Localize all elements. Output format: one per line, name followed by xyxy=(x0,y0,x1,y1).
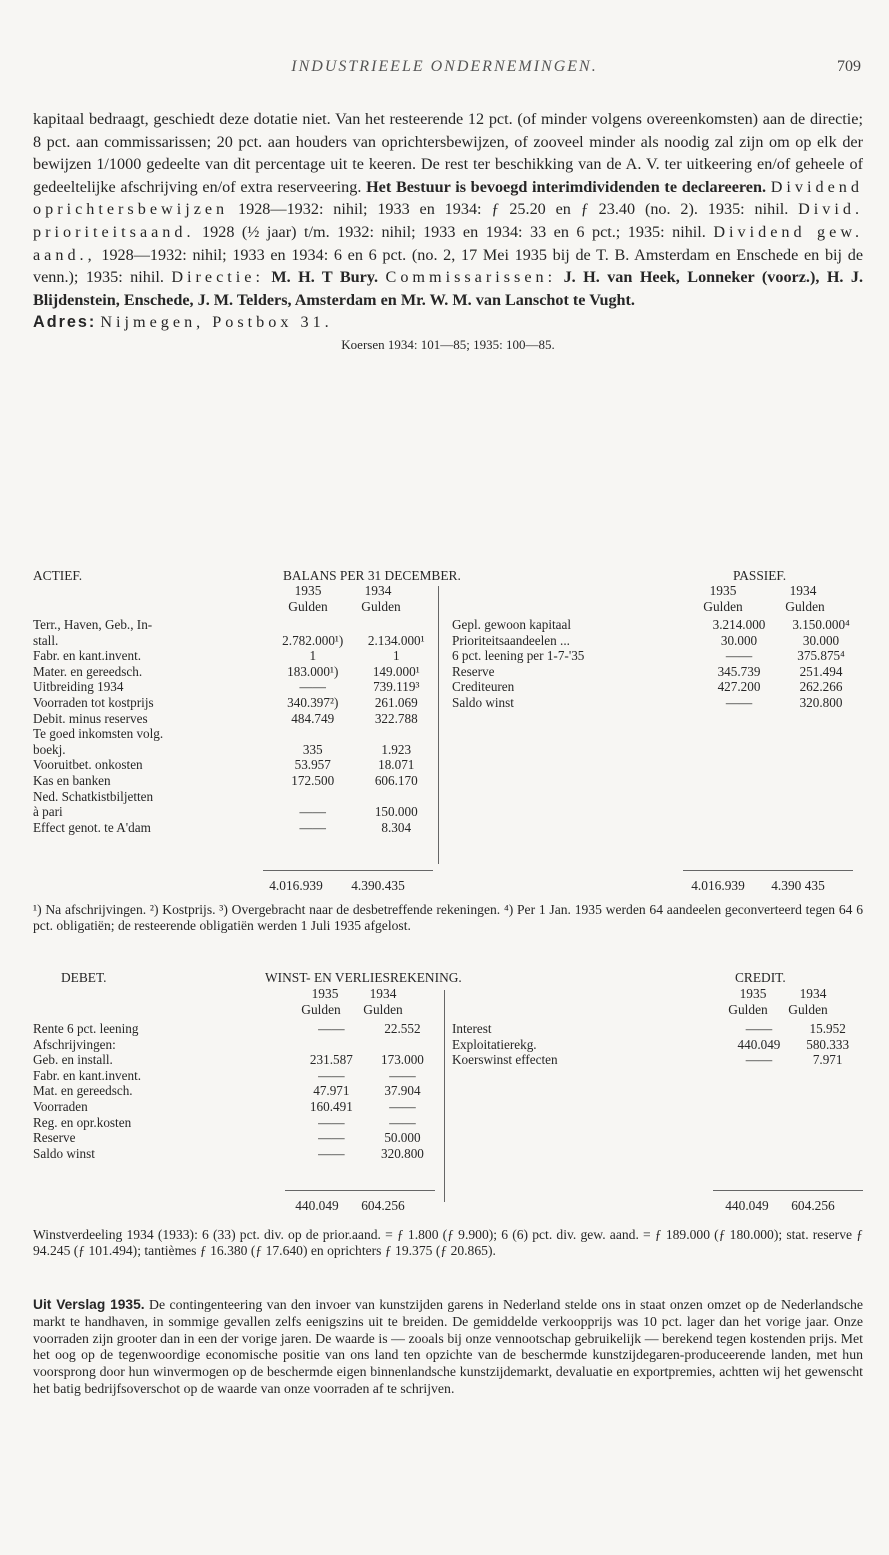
actief-value-1934 xyxy=(354,617,438,633)
actief-row xyxy=(33,773,438,789)
balans-title: BALANS PER 31 DECEMBER. xyxy=(283,568,461,583)
actief-label: Terr., Haven, Geb., In- xyxy=(33,617,153,632)
div-prior-label: Divid. prioriteitsaand. xyxy=(33,200,864,241)
actief-value-1934: 2.134.000¹ xyxy=(367,632,425,648)
actief-value-1935 xyxy=(271,789,355,805)
wv-right-year2: 1934 xyxy=(799,986,827,1001)
main-text xyxy=(33,108,863,357)
passief-row xyxy=(452,664,862,680)
actief-label: stall. xyxy=(33,632,59,648)
actief-value-1935: 1 xyxy=(309,648,317,664)
actief-row xyxy=(33,726,438,742)
actief-row xyxy=(33,648,438,664)
actief-label: Ned. Schatkistbiljetten xyxy=(33,788,154,804)
actief-value-1934: 606.170 xyxy=(374,772,418,788)
commissarissen-text: J. H. van Heek, Lonneker (voorz.), H. J. Blijdenstein, Enschede, J. M. Telders, Amsterdam en Mr. W. M. van Lanschot te Vught. xyxy=(33,268,864,309)
actief-heading: ACTIEF. xyxy=(33,568,83,583)
actief-label: Mater. en gereedsch. xyxy=(33,663,143,679)
wv-left-year2: 1934 xyxy=(369,986,397,1001)
credit-heading: CREDIT. xyxy=(735,970,786,985)
adres-text: Nijmegen, Postbox 31. xyxy=(100,313,333,332)
debet-value-1935: —— xyxy=(318,1114,345,1130)
wv-left-unit1: Gulden xyxy=(301,1002,341,1017)
debet-label: Saldo winst xyxy=(33,1145,95,1161)
debet-label: Mat. en gereedsch. xyxy=(33,1083,133,1099)
actief-value-1934: 8.304 xyxy=(381,819,412,835)
actief-value-1935 xyxy=(271,726,355,742)
div-prior-text: 1928 (½ jaar) t/m. 1932: nihil; 1933 en 1934: 33 en 6 pct.; 1935: nihil. xyxy=(202,222,706,241)
actief-label: Uitbreiding 1934 xyxy=(33,679,124,695)
wv-left-unit2: Gulden xyxy=(363,1002,403,1017)
debet-row xyxy=(33,1068,438,1084)
wv-total-right-1934: 604.256 xyxy=(791,1198,835,1213)
debet-row xyxy=(33,1052,438,1068)
actief-label: Debit. minus reserves xyxy=(33,710,148,726)
debet-value-1934: —— xyxy=(389,1114,416,1130)
credit-label: Interest xyxy=(452,1021,492,1036)
balans-right-total-rule xyxy=(683,870,853,871)
credit-value-1935: —— xyxy=(745,1021,773,1036)
balans-left-unit1: Gulden xyxy=(288,599,328,614)
passief-value-1934: 3.150.000⁴ xyxy=(792,617,850,632)
passief-label: Reserve xyxy=(452,663,495,679)
actief-value-1935: 484.749 xyxy=(291,710,335,726)
actief-value-1934: 1.923 xyxy=(381,741,412,757)
actief-row xyxy=(33,633,438,649)
actief-value-1934 xyxy=(354,726,438,742)
credit-row xyxy=(452,1037,862,1053)
actief-label: Effect genot. te A'dam xyxy=(33,819,151,835)
debet-table xyxy=(33,1021,438,1161)
balans-right-year2: 1934 xyxy=(789,583,817,598)
actief-value-1935 xyxy=(271,617,355,633)
verslag-paragraph xyxy=(33,1297,863,1398)
balans-total-right-1935: 4.016.939 xyxy=(691,878,745,893)
passief-value-1934: 262.266 xyxy=(799,679,843,695)
passief-table xyxy=(452,617,862,711)
credit-value-1934: 580.333 xyxy=(806,1036,850,1052)
statutes-bestuur: Het Bestuur is bevoegd interimdividenden te declareeren. xyxy=(366,177,767,196)
debet-label: Fabr. en kant.invent. xyxy=(33,1067,142,1083)
actief-value-1935: —— xyxy=(299,804,326,820)
actief-label: Voorraden tot kostprijs xyxy=(33,694,154,710)
passief-label: Prioriteitsaandeelen ... xyxy=(452,632,570,648)
balans-divider xyxy=(438,586,439,864)
passief-value-1935: 345.739 xyxy=(717,663,761,679)
debet-label: Afschrijvingen: xyxy=(33,1036,116,1052)
actief-value-1934: 18.071 xyxy=(378,757,415,773)
actief-value-1935: —— xyxy=(299,819,326,835)
div-oprichters-label: Dividend oprichtersbewijzen xyxy=(33,177,863,219)
verslag-text: De contingenteering van den invoer van kunstzijden garens in Nederland stelde ons in staat onzen omzet op de Nederlandsche markt te handhaven, in sommige gevallen zelfs eenigszins uit te breiden. De gemiddelde verkoopprijs was 10 pct. lager dan het vorige jaar. Onze voorraden zijn grooter dan in een der vorige jaren. De waarde is — zooals bij onze vennootschap gebruikelijk — berekend tegen kostenden prijs. Met het oog op de tegenwoordige economische positie van ons land ten opzichte van de beschermde kunstzijdegaren-produceerende landen, met hun voorsprong door hun winvermogen op de beschermde eigen binnenlandsche kunstzijdemarkt, devaluatie en exportpremies, achtten wij het gewenscht het batig bedrijfsoverschot op de waarde van onze voorraden af te schrijven. xyxy=(33,1297,863,1396)
div-oprichters-text: 1928—1932: nihil; 1933 en 1934: ƒ 25.20 en ƒ 23.40 (no. 2). 1935: nihil. xyxy=(238,200,789,219)
passief-value-1934: 320.800 xyxy=(799,694,843,710)
actief-value-1934: 1 xyxy=(392,648,400,664)
running-title: INDUSTRIEELE ONDERNEMINGEN. xyxy=(291,58,598,75)
actief-row xyxy=(33,711,438,727)
directie-text: M. H. T Bury. xyxy=(271,268,379,287)
debet-value-1934: 173.000 xyxy=(381,1052,424,1068)
passief-value-1935: —— xyxy=(725,648,753,664)
debet-label: Geb. en install. xyxy=(33,1052,113,1068)
passief-row xyxy=(452,633,862,649)
actief-value-1935: 340.397²) xyxy=(287,694,339,710)
wv-total-left-1935: 440.049 xyxy=(295,1198,339,1213)
actief-value-1935: 53.957 xyxy=(294,757,331,773)
wv-left-year1: 1935 xyxy=(311,986,339,1001)
actief-label: boekj. xyxy=(33,741,66,757)
passief-row xyxy=(452,679,862,695)
debet-value-1935: —— xyxy=(318,1130,345,1146)
credit-value-1934: 7.971 xyxy=(812,1052,843,1068)
actief-label: Fabr. en kant.invent. xyxy=(33,648,142,664)
actief-row xyxy=(33,679,438,695)
adres-label: Adres: xyxy=(33,313,97,332)
actief-label: Kas en banken xyxy=(33,772,111,788)
debet-value-1934: —— xyxy=(389,1067,416,1083)
passief-label: 6 pct. leening per 1-7-'35 xyxy=(452,648,585,664)
actief-label: Te goed inkomsten volg. xyxy=(33,726,164,742)
actief-row xyxy=(33,742,438,758)
balans-left-year1: 1935 xyxy=(294,583,322,598)
actief-value-1935: 2.782.000¹) xyxy=(282,632,344,648)
passief-row xyxy=(452,695,862,711)
credit-label: Exploitatierekg. xyxy=(452,1036,537,1052)
wv-total-right-1935: 440.049 xyxy=(725,1198,769,1213)
statutes-text: kapitaal bedraagt, geschiedt deze dotatie niet. Van het resteerende 12 pct. (of minder volgens overeenkomsten) aan de directie; 8 pct. aan commissarissen; 20 pct. aan houders van oprichtersbewijzen, of zooveel minder als noodig zal zijn om op elk der bewijzen 1/1000 gedeelte van dit percentage uit te keeren. De rest ter beschikking van de A. V. ter uitkeering en/of geheele of gedeeltelijke afschrijving en/of extra reserveering. xyxy=(33,110,863,196)
debet-row xyxy=(33,1099,438,1115)
passief-row xyxy=(452,617,862,633)
balans-total-left-1935: 4.016.939 xyxy=(269,878,323,893)
balans-right-unit1: Gulden xyxy=(703,599,743,614)
debet-value-1935 xyxy=(296,1037,367,1053)
div-gew-text: 1928—1932: nihil; 1933 en 1934: 6 en 6 pct. (no. 2, 17 Mei 1935 bij de T. B. Amsterdam en Enschede en bij de venn.); 1935: nihil. xyxy=(33,245,864,287)
actief-row xyxy=(33,617,438,633)
actief-value-1935: 183.000¹) xyxy=(287,663,339,679)
debet-row xyxy=(33,1083,438,1099)
actief-label: à pari xyxy=(33,804,63,820)
balans-right-year1: 1935 xyxy=(709,583,737,598)
wv-left-total-rule xyxy=(285,1190,435,1191)
credit-table xyxy=(452,1021,862,1068)
wv-right-total-rule xyxy=(713,1190,863,1191)
actief-row xyxy=(33,789,438,805)
passief-value-1935: —— xyxy=(725,694,753,710)
debet-value-1934: —— xyxy=(389,1098,416,1114)
debet-row xyxy=(33,1146,438,1162)
actief-row xyxy=(33,757,438,773)
passief-value-1935: 427.200 xyxy=(717,679,761,695)
wv-right-unit2: Gulden xyxy=(788,1002,828,1017)
commissarissen-label: Commissarissen: xyxy=(385,268,557,287)
debet-value-1934 xyxy=(367,1037,438,1053)
debet-label: Reserve xyxy=(33,1130,76,1146)
adres-line xyxy=(33,311,863,334)
balans-left-total-rule xyxy=(263,870,433,871)
passief-label: Crediteuren xyxy=(452,679,515,695)
balans-footnotes: ¹) Na afschrijvingen. ²) Kostprijs. ³) Overgebracht naar de desbetreffende rekeningen. ⁴) Per 1 Jan. 1935 werden 64 aandeelen geconverteerd tegen 64 6 pct. obligatiën; de resteerende obligatiën werden 1 Juli 1935 afgelost. xyxy=(33,902,863,934)
debet-value-1934: 37.904 xyxy=(384,1083,421,1099)
debet-value-1934: 320.800 xyxy=(381,1145,424,1161)
credit-row xyxy=(452,1052,862,1068)
actief-table xyxy=(33,617,438,835)
passief-row xyxy=(452,648,862,664)
debet-value-1935: 231.587 xyxy=(309,1052,353,1068)
passief-value-1934: 375.875⁴ xyxy=(797,648,845,664)
wv-divider xyxy=(444,990,445,1202)
balans-right-unit2: Gulden xyxy=(785,599,825,614)
debet-value-1935: 47.971 xyxy=(313,1083,350,1099)
actief-value-1935: 172.500 xyxy=(291,772,335,788)
wv-total-left-1934: 604.256 xyxy=(361,1198,405,1213)
credit-label: Koerswinst effecten xyxy=(452,1052,558,1068)
actief-value-1934 xyxy=(354,789,438,805)
balans-left-unit2: Gulden xyxy=(361,599,401,614)
debet-value-1935: —— xyxy=(318,1145,345,1161)
debet-label: Rente 6 pct. leening xyxy=(33,1021,139,1036)
credit-value-1935: —— xyxy=(745,1052,773,1068)
passief-value-1934: 251.494 xyxy=(799,663,843,679)
credit-value-1934: 15.952 xyxy=(809,1021,846,1036)
actief-row xyxy=(33,695,438,711)
winstverdeeling: Winstverdeeling 1934 (1933): 6 (33) pct. div. op de prior.aand. = ƒ 1.800 (ƒ 9.900); 6 (6) pct. div. gew. aand. = ƒ 189.000 (ƒ 180.000); stat. reserve ƒ 94.245 (ƒ 101.494); tantièmes ƒ 16.380 (ƒ 17.640) en oprichters ƒ 19.375 (ƒ 20.865). xyxy=(33,1227,863,1259)
passief-value-1934: 30.000 xyxy=(802,632,840,648)
div-gew-label: Dividend gew. aand., xyxy=(33,222,864,264)
debet-row xyxy=(33,1021,438,1037)
passief-label: Saldo winst xyxy=(452,694,514,710)
actief-value-1934: 261.069 xyxy=(374,694,418,710)
wv-right-unit1: Gulden xyxy=(728,1002,768,1017)
actief-row xyxy=(33,804,438,820)
verslag-label: Uit Verslag 1935. xyxy=(33,1297,145,1312)
passief-label: Gepl. gewoon kapitaal xyxy=(452,617,572,632)
balans-left-year2: 1934 xyxy=(364,583,392,598)
directie-label: Directie: xyxy=(171,268,264,287)
passief-value-1935: 3.214.000 xyxy=(712,617,766,632)
actief-value-1934: 322.788 xyxy=(374,710,418,726)
actief-value-1934: 739.119³ xyxy=(373,679,420,695)
actief-value-1934: 149.000¹ xyxy=(372,663,420,679)
actief-value-1934: 150.000 xyxy=(374,804,418,820)
koersen-line: Koersen 1934: 101—85; 1935: 100—85. xyxy=(341,336,555,352)
paragraph-statutes xyxy=(33,108,863,311)
debet-heading: DEBET. xyxy=(61,970,107,985)
debet-row xyxy=(33,1115,438,1131)
credit-row xyxy=(452,1021,862,1037)
wv-title: WINST- EN VERLIESREKENING. xyxy=(265,970,462,985)
debet-value-1935: 160.491 xyxy=(309,1098,353,1114)
running-header xyxy=(0,58,889,84)
credit-value-1935: 440.049 xyxy=(737,1036,781,1052)
debet-row xyxy=(33,1037,438,1053)
debet-value-1935: —— xyxy=(318,1067,345,1083)
actief-value-1935: —— xyxy=(299,679,326,695)
actief-row xyxy=(33,664,438,680)
wv-right-year1: 1935 xyxy=(739,986,767,1001)
balans-total-left-1934: 4.390.435 xyxy=(351,878,405,893)
page-number: 709 xyxy=(837,58,861,75)
debet-row xyxy=(33,1130,438,1146)
balans-total-right-1934: 4.390 435 xyxy=(771,878,825,893)
debet-label: Reg. en opr.kosten xyxy=(33,1114,132,1130)
actief-label: Vooruitbet. onkosten xyxy=(33,757,143,773)
actief-value-1935: 335 xyxy=(302,741,323,757)
passief-heading: PASSIEF. xyxy=(733,568,787,583)
debet-label: Voorraden xyxy=(33,1098,88,1114)
passief-value-1935: 30.000 xyxy=(720,632,758,648)
debet-value-1934: 22.552 xyxy=(384,1021,421,1036)
actief-row xyxy=(33,820,438,836)
debet-value-1934: 50.000 xyxy=(384,1130,421,1146)
debet-value-1935: —— xyxy=(318,1021,345,1036)
